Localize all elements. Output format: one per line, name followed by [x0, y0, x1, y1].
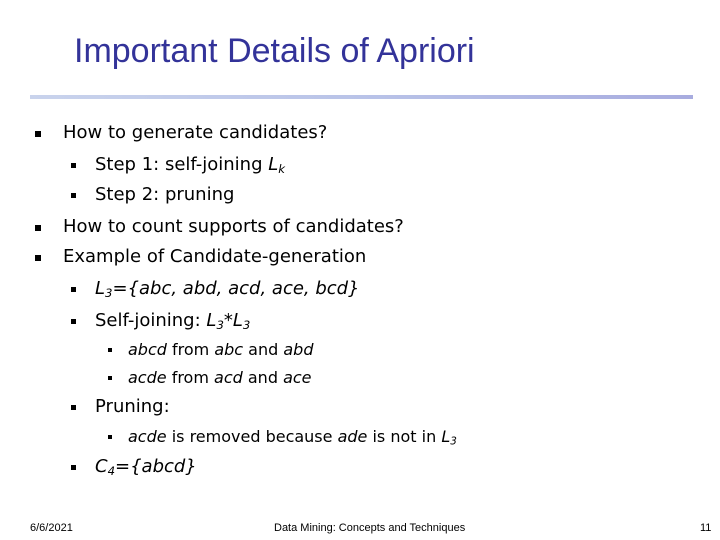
abd-itemset: abd	[283, 340, 314, 359]
square-bullet-icon	[35, 255, 41, 261]
square-bullet-icon	[71, 163, 76, 168]
square-bullet-icon	[71, 193, 76, 198]
square-bullet-icon	[108, 348, 112, 352]
abcd-itemset: abcd	[128, 340, 167, 359]
acde-itemset: acde	[128, 368, 167, 387]
from-word: from	[166, 340, 215, 359]
ade-itemset: ade	[337, 427, 368, 446]
bullet-step-1	[95, 156, 285, 176]
bullet-c4-set	[95, 458, 197, 478]
removed-l-subscript: 3	[450, 435, 457, 448]
removed-text: is removed because	[166, 427, 338, 446]
from-word: from	[166, 368, 215, 387]
step-2-text: Step 2: pruning	[95, 184, 235, 205]
bullet-removed	[128, 429, 457, 447]
lk-variable: L	[268, 154, 279, 175]
square-bullet-icon	[108, 435, 112, 439]
square-bullet-icon	[71, 405, 76, 410]
count-supports-text: How to count supports of candidates?	[63, 216, 404, 237]
self-join-var-2: L	[232, 310, 243, 331]
self-joining-text: Self-joining:	[95, 310, 207, 331]
bullet-l3-set	[95, 280, 360, 300]
removed-l-variable: L	[441, 427, 451, 446]
bullet-generate-candidates	[63, 124, 327, 142]
c4-variable: C	[95, 456, 108, 477]
square-bullet-icon	[71, 465, 76, 470]
square-bullet-icon	[108, 376, 112, 380]
l3-set-text: ={abc, abd, acd, ace, bcd}	[112, 278, 360, 299]
bullet-abcd	[128, 342, 314, 358]
not-in-text: is not in	[367, 427, 442, 446]
ace-itemset: ace	[283, 368, 312, 387]
square-bullet-icon	[71, 319, 76, 324]
self-join-var-1: L	[206, 310, 217, 331]
step-1-text: Step 1: self-joining	[95, 154, 269, 175]
title-underline	[30, 95, 693, 99]
bullet-example	[63, 248, 366, 266]
bullet-count-supports	[63, 218, 404, 236]
bullet-acde	[128, 370, 312, 386]
self-join-sub-2: 3	[242, 317, 251, 332]
square-bullet-icon	[35, 225, 41, 231]
footer-page-number: 11	[700, 522, 712, 534]
pruning-text: Pruning:	[95, 396, 170, 417]
removed-itemset: acde	[128, 427, 167, 446]
c4-subscript: 4	[107, 463, 116, 478]
self-join-sub-1: 3	[216, 317, 224, 332]
c4-set-text: ={abcd}	[115, 456, 197, 477]
abc-itemset: abc	[214, 340, 244, 359]
bullet-self-joining	[95, 312, 250, 332]
and-word: and	[243, 340, 284, 359]
bullet-step-2	[95, 186, 234, 204]
square-bullet-icon	[35, 131, 41, 137]
bullet-pruning	[95, 398, 170, 416]
example-text: Example of Candidate-generation	[63, 246, 367, 267]
l3-subscript: 3	[105, 285, 113, 300]
footer-date: 6/6/2021	[30, 522, 73, 534]
self-join-star: *	[223, 310, 233, 331]
generate-candidates-text: How to generate candidates?	[63, 122, 328, 143]
slide-title: Important Details of Apriori	[74, 32, 475, 70]
and-word: and	[242, 368, 284, 387]
l3-variable: L	[95, 278, 106, 299]
acd-itemset: acd	[214, 368, 243, 387]
footer-course: Data Mining: Concepts and Techniques	[274, 522, 466, 534]
lk-subscript: k	[278, 161, 286, 176]
square-bullet-icon	[71, 287, 76, 292]
